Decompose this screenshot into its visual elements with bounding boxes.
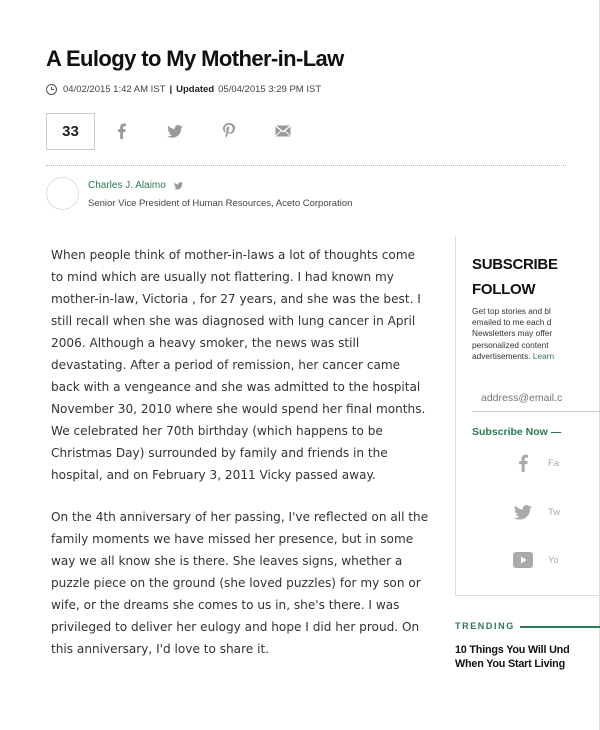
follow-youtube[interactable] (512, 549, 600, 571)
divider (46, 165, 566, 166)
follow-label: Yo (548, 554, 559, 566)
article-body (51, 244, 431, 680)
facebook-share-button[interactable] (111, 122, 131, 140)
facebook-icon (512, 452, 534, 474)
desc-line: Newsletters may offer (472, 328, 553, 339)
twitter-icon (167, 125, 183, 138)
follow-label: Fa (548, 457, 560, 469)
follow-label: Tw (548, 506, 561, 518)
desc-line-end: advertisements. (472, 350, 531, 361)
desc-line: Get top stories and bl (472, 306, 551, 316)
author-title: Senior Vice President of Human Resources, Aceto Corporation (88, 198, 353, 209)
author-name-link[interactable]: Charles J. Alaimo (88, 180, 166, 191)
facebook-icon (117, 123, 126, 139)
desc-line: personalized content (472, 339, 549, 350)
youtube-icon (512, 549, 534, 571)
follow-twitter[interactable] (512, 501, 600, 523)
learn-more-link[interactable]: Learn (532, 350, 555, 361)
subscribe-heading: SUBSCRIBE (472, 256, 558, 273)
share-count: 33 (46, 113, 95, 150)
trending-label: TRENDING (455, 621, 515, 631)
trending-title-line: 10 Things You Will Und (455, 644, 570, 656)
author-byline (88, 180, 183, 191)
posted-date: 04/02/2015 1:42 AM IST (63, 84, 166, 95)
subscribe-description (472, 306, 592, 362)
meta-separator: | (169, 84, 173, 95)
subscribe-now-button[interactable]: Subscribe Now — (472, 426, 562, 438)
follow-facebook[interactable] (512, 452, 600, 474)
desc-line (472, 351, 592, 362)
twitter-share-button[interactable] (165, 122, 185, 140)
trending-title-line: When You Start Living (455, 658, 565, 670)
desc-line: emailed to me each d (472, 317, 552, 328)
twitter-icon[interactable] (174, 182, 183, 190)
email-share-button[interactable] (273, 122, 293, 140)
author-avatar[interactable] (46, 177, 79, 210)
trending-item-link[interactable] (455, 643, 600, 671)
article-title: A Eulogy to My Mother-in-Law (46, 46, 344, 71)
article-paragraph: On the 4th anniversary of her passing, I've reflected on all the family moments we have missed her presence, but in some way we all know she is there. She leaves signs, whether a puzzle piece on the ground (she loved puzzles) for my son or wife, or the dreams she comes to us in, she's there. I was privileged to deliver her eulogy and hope I did her proud. On this anniversary, I'd love to share it. (51, 510, 429, 656)
subscribe-panel (455, 236, 600, 596)
email-input[interactable] (472, 384, 600, 412)
follow-heading: FOLLOW (472, 281, 536, 298)
updated-date: 05/04/2015 3:29 PM IST (218, 84, 322, 95)
clock-icon (46, 84, 57, 95)
twitter-icon (512, 501, 534, 523)
pinterest-share-button[interactable] (219, 122, 239, 140)
updated-label: Updated (176, 84, 215, 95)
article-meta (46, 84, 321, 95)
email-icon (275, 125, 291, 137)
trending-divider (520, 626, 600, 628)
pinterest-icon (223, 123, 235, 139)
article-paragraph: When people think of mother-in-laws a lot of thoughts come to mind which are usually not flattering. I had known my mother-in-law, Victoria , for 27 years, and she was the best. I still recall when she was diagnosed with lung cancer in April 2006. Although a heavy smoker, the news was still devastating. After a period of remission, her cancer came back with a vengeance and she was admitted to the hospital November 30, 2010 where she would spend her final months. We celebrated her 70th birthday (which happens to be Christmas Day) surrounded by family and friends in the hospital, and on February 3, 2011 Vicky passed away. (51, 248, 426, 482)
